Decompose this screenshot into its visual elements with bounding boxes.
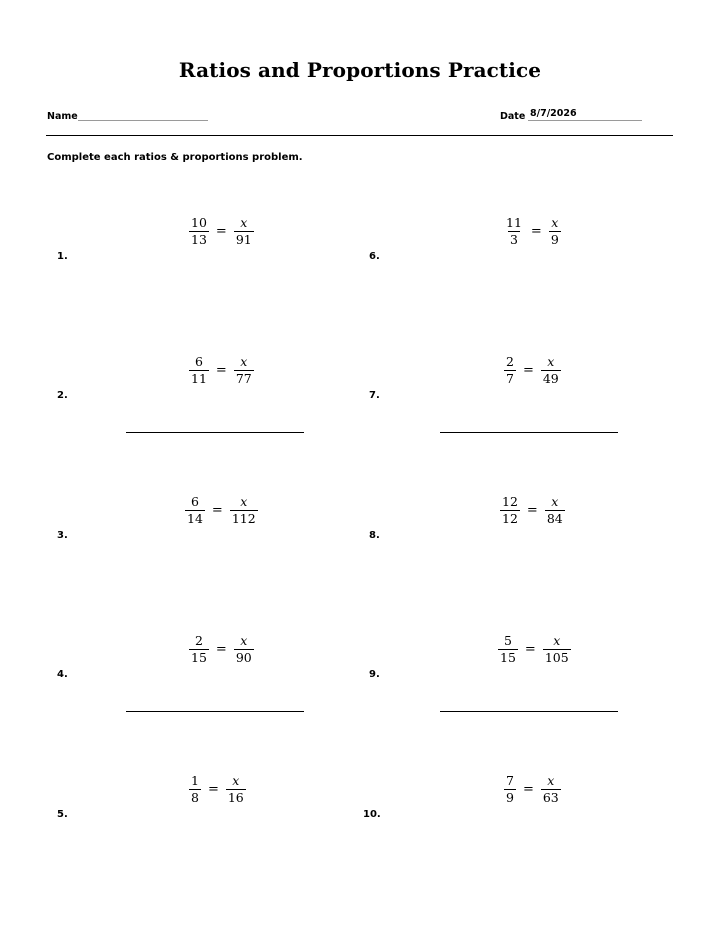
denominator: 9: [550, 232, 559, 247]
proportion-equation: [496, 634, 573, 665]
numerator: 7: [506, 773, 514, 788]
problem-10: [363, 740, 663, 820]
numerator: 6: [190, 494, 199, 509]
answer-line[interactable]: [440, 711, 618, 712]
date-field[interactable]: [528, 120, 642, 121]
name-field[interactable]: [78, 120, 208, 121]
answer-line[interactable]: [126, 432, 304, 433]
denominator: 84: [546, 511, 563, 526]
numerator: 1: [191, 773, 199, 788]
problem-5: [57, 740, 357, 820]
numerator: 2: [506, 354, 514, 369]
problem-number: 7.: [369, 390, 380, 401]
equals-sign: =: [522, 782, 534, 797]
problem-number: 9.: [369, 669, 380, 680]
denominator: 15: [191, 650, 207, 665]
variable: x: [547, 773, 555, 788]
left-fraction: [183, 495, 207, 526]
variable: x: [232, 773, 240, 788]
problem-8: [369, 461, 669, 541]
right-fraction: [224, 774, 248, 805]
variable: x: [551, 494, 559, 509]
denominator: 13: [191, 232, 207, 247]
denominator: 8: [191, 790, 199, 805]
equals-sign: =: [215, 363, 227, 378]
denominator: 3: [509, 232, 518, 247]
problem-number: 1.: [57, 251, 68, 262]
denominator: 105: [544, 650, 569, 665]
denominator: 12: [502, 511, 518, 526]
proportion-equation: [498, 495, 567, 526]
right-fraction: [232, 355, 256, 386]
proportion-equation: [187, 355, 256, 386]
left-fraction: [498, 495, 522, 526]
denominator: 77: [235, 371, 252, 386]
right-fraction: [539, 355, 563, 386]
denominator: 63: [542, 790, 559, 805]
right-fraction: [232, 216, 256, 247]
problem-7: [369, 321, 669, 401]
variable: x: [551, 215, 559, 230]
variable: x: [547, 354, 555, 369]
equals-sign: =: [522, 363, 534, 378]
right-fraction: [228, 495, 260, 526]
equals-sign: =: [211, 503, 223, 518]
denominator: 49: [542, 371, 559, 386]
denominator: 14: [187, 511, 203, 526]
problem-number: 10.: [363, 809, 381, 820]
problem-number: 2.: [57, 390, 68, 401]
problem-number: 5.: [57, 809, 68, 820]
proportion-equation: [502, 216, 563, 247]
denominator: 7: [506, 371, 514, 386]
denominator: 15: [500, 650, 516, 665]
problem-3: [57, 461, 357, 541]
numerator: 10: [191, 215, 207, 230]
left-fraction: [496, 634, 520, 665]
problem-4: [57, 600, 357, 680]
problem-1: [57, 182, 357, 262]
numerator: 2: [194, 633, 203, 648]
answer-line[interactable]: [126, 711, 304, 712]
right-fraction: [232, 634, 256, 665]
denominator: 112: [231, 511, 256, 526]
numerator: 6: [194, 354, 203, 369]
proportion-equation: [187, 634, 256, 665]
page-title: Ratios and Proportions Practice: [178, 58, 542, 82]
variable: x: [240, 354, 248, 369]
equals-sign: =: [207, 782, 219, 797]
numerator: 5: [503, 633, 512, 648]
proportion-equation: [502, 355, 563, 386]
proportion-equation: [502, 774, 563, 805]
left-fraction: [502, 216, 526, 247]
date-label: Date: [500, 111, 526, 122]
right-fraction: [547, 216, 563, 247]
left-fraction: [502, 355, 518, 386]
problem-number: 3.: [57, 530, 68, 541]
left-fraction: [187, 774, 203, 805]
numerator: 11: [506, 215, 522, 230]
date-value: 8/7/2026: [530, 108, 577, 119]
problem-number: 4.: [57, 669, 68, 680]
denominator: 9: [506, 790, 514, 805]
equals-sign: =: [215, 224, 227, 239]
denominator: 90: [235, 650, 252, 665]
proportion-equation: [187, 774, 248, 805]
variable: x: [240, 494, 248, 509]
equals-sign: =: [215, 642, 227, 657]
name-label: Name: [47, 111, 78, 122]
problem-number: 6.: [369, 251, 380, 262]
problem-2: [57, 321, 357, 401]
header-divider: [46, 135, 673, 136]
right-fraction: [539, 774, 563, 805]
right-fraction: [543, 495, 567, 526]
answer-line[interactable]: [440, 432, 618, 433]
equals-sign: =: [526, 503, 538, 518]
equals-sign: =: [530, 224, 542, 239]
variable: x: [553, 633, 561, 648]
left-fraction: [187, 355, 211, 386]
left-fraction: [187, 216, 211, 247]
equals-sign: =: [524, 642, 536, 657]
problem-6: [369, 182, 669, 262]
variable: x: [240, 633, 248, 648]
problem-number: 8.: [369, 530, 380, 541]
proportion-equation: [183, 495, 260, 526]
problem-9: [369, 600, 669, 680]
left-fraction: [187, 634, 211, 665]
denominator: 16: [227, 790, 244, 805]
denominator: 91: [235, 232, 252, 247]
numerator: 12: [502, 494, 518, 509]
right-fraction: [541, 634, 573, 665]
denominator: 11: [191, 371, 207, 386]
proportion-equation: [187, 216, 256, 247]
instructions: Complete each ratios & proportions problem.: [47, 152, 303, 163]
left-fraction: [502, 774, 518, 805]
variable: x: [240, 215, 248, 230]
